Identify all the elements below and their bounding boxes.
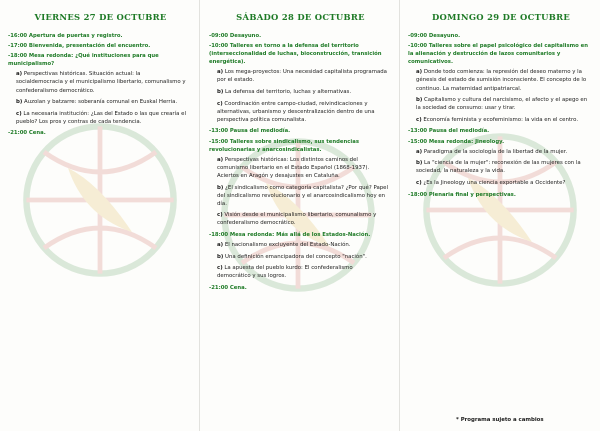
schedule-subitem: [408, 148, 594, 156]
subitem-text: Capitalismo y cultura del narcisismo, el afecto y el apego en la sociedad de consumo: usar y tirar.: [416, 97, 588, 112]
schedule-subitem: [209, 156, 392, 180]
schedule-subitem: [209, 211, 392, 227]
schedule-subitem: [8, 110, 193, 126]
column-sunday: [400, 0, 600, 431]
subitem-label: c): [217, 265, 223, 272]
subitem-label: c): [217, 212, 223, 219]
subitem-text: Donde todo comienza: la represión del deseo materno y la génesis del estado de sumisión inconsciente. El concepto de lo continuo. La maternidad antipatriarcal.: [416, 69, 587, 92]
schedule-time: -10:00 Talleres en torno a la defensa del territorio (interseccionalidad de luchas, bioconstrucción, transición energética).: [209, 43, 382, 66]
subitem-label: c): [217, 100, 223, 107]
schedule-subitem: [8, 70, 193, 94]
subitem-text: La "ciencia de la mujer": reconexión de las mujeres con la sociedad, la naturaleza y la vida.: [416, 160, 581, 175]
schedule-subitem: [209, 241, 392, 249]
subitem-text: ¿El sindicalismo como categoría capitalista? ¿Por qué? Papel del sindicalismo revolucionario y el anarcosindicalismo hoy en día.: [217, 184, 388, 207]
subitem-label: b): [16, 99, 23, 106]
schedule-time: -15:00 Talleres sobre sindicalismo, sus tendencias revolucionarias y anarcosindicalistas.: [209, 138, 359, 153]
subitem-label: b): [416, 160, 423, 167]
schedule-subitem: [209, 88, 392, 96]
schedule-time: -17:00 Bienvenida, presentación del encuentro.: [8, 43, 151, 50]
schedule-time: -21:00 Cena.: [209, 284, 247, 291]
day-heading: DOMINGO 29 DE OCTUBRE: [431, 12, 571, 22]
schedule-time: -16:00 Apertura de puertas y registro.: [8, 33, 123, 39]
subitem-text: La apuesta del pueblo kurdo: El confederalismo democrático y sus logros.: [217, 265, 353, 280]
schedule-subitem: [408, 116, 594, 124]
schedule-subitem: [8, 98, 193, 106]
subitem-label: b): [217, 89, 224, 96]
subitem-label: b): [217, 184, 224, 191]
footnote: * Programa sujeto a cambios: [456, 417, 544, 423]
subitem-text: La defensa del territorio, luchas y alternativas.: [225, 89, 352, 96]
subitem-label: b): [416, 97, 423, 104]
schedule-time: -13:00 Pausa del mediodía.: [408, 128, 490, 135]
schedule-subitem: [209, 100, 392, 124]
subitem-label: c): [16, 110, 22, 117]
schedule-subitem: [209, 253, 392, 261]
subitem-label: a): [217, 69, 224, 76]
subitem-text: Perspectivas históricas: Los distintos caminos del comunismo libertario en el Estado Español (1868-1937). Aciertos en Aragón y desajustes en Cataluña.: [217, 156, 370, 179]
schedule-subitem: [209, 264, 392, 280]
subitem-label: a): [416, 148, 423, 155]
subitem-text: La necesaria institución: ¿Las del Estado o las que crearía el pueblo? Los pros y contras de cada tendencia.: [16, 110, 186, 125]
schedule-subitem: [408, 179, 594, 187]
subitem-label: a): [217, 156, 224, 163]
subitem-label: a): [416, 69, 423, 76]
schedule-time: -15:00 Mesa redonda: Jineology.: [408, 138, 505, 145]
schedule-time: -09:00 Desayuno.: [209, 33, 262, 39]
subitem-label: a): [217, 242, 224, 249]
subitem-text: ¿Es la Jineology una ciencia exportable a Occidente?: [423, 179, 566, 186]
subitem-text: Auzolan y batzarre: soberanía comunal en Euskal Herria.: [24, 99, 178, 106]
column-friday: [0, 0, 199, 431]
schedule-subitem: [408, 96, 594, 112]
day-heading: VIERNES 27 DE OCTUBRE: [34, 12, 167, 22]
schedule-time: -21:00 Cena.: [8, 130, 46, 137]
subitem-text: Visión desde el municipalismo libertario, comunalismo y confederalismo democrático.: [217, 212, 377, 227]
subitem-label: a): [16, 71, 23, 78]
schedule-time: -18:00 Plenaria final y perspectivas.: [408, 191, 516, 198]
schedule-subitem: [408, 159, 594, 175]
schedule-subitem: [408, 68, 594, 92]
schedule-time: -18:00 Mesa redonda: ¿Qué instituciones para que municipalismo?: [8, 53, 159, 68]
subitem-text: Paradigma de la sociología de la libertad de la mujer.: [423, 148, 568, 155]
subitem-label: b): [217, 253, 224, 260]
subitem-label: c): [416, 179, 422, 186]
day-heading: SÁBADO 28 DE OCTUBRE: [236, 12, 365, 22]
schedule-time: -18:00 Mesa redonda: Más allá de los Estados-Nación.: [209, 231, 371, 238]
subitem-text: El nacionalismo excluyente del Estado-Nación.: [224, 242, 351, 249]
schedule-time: -09:00 Desayuno.: [408, 33, 461, 39]
subitem-text: Economía feminista y ecofeminismo: la vida en el centro.: [423, 116, 579, 123]
column-saturday: [201, 0, 398, 431]
schedule-subitem: [209, 184, 392, 208]
subitem-text: Los mega-proyectos: Una necesidad capitalista programada por el estado.: [217, 69, 387, 84]
schedule-subitem: [209, 68, 392, 84]
subitem-text: Coordinación entre campo-ciudad, reivindicaciones y alternativas, urbanismo y descentralización dentro de una perspectiva política comunalista.: [217, 100, 375, 123]
subitem-text: Perspectivas históricas. Situación actual: la socialdemocracia y el municipalismo libertario, comunalismo y confederalismo democrático.: [16, 71, 186, 94]
schedule-time: -10:00 Talleres sobre el papel psicológico del capitalismo en la alienación y destrucción de lazos comunitarios y comunicativos.: [408, 43, 588, 66]
fold-line: [199, 0, 200, 431]
subitem-label: c): [416, 116, 422, 123]
subitem-text: Una definición emancipadora del concepto "nación".: [225, 253, 367, 260]
schedule-time: -13:00 Pausa del mediodía.: [209, 128, 291, 135]
